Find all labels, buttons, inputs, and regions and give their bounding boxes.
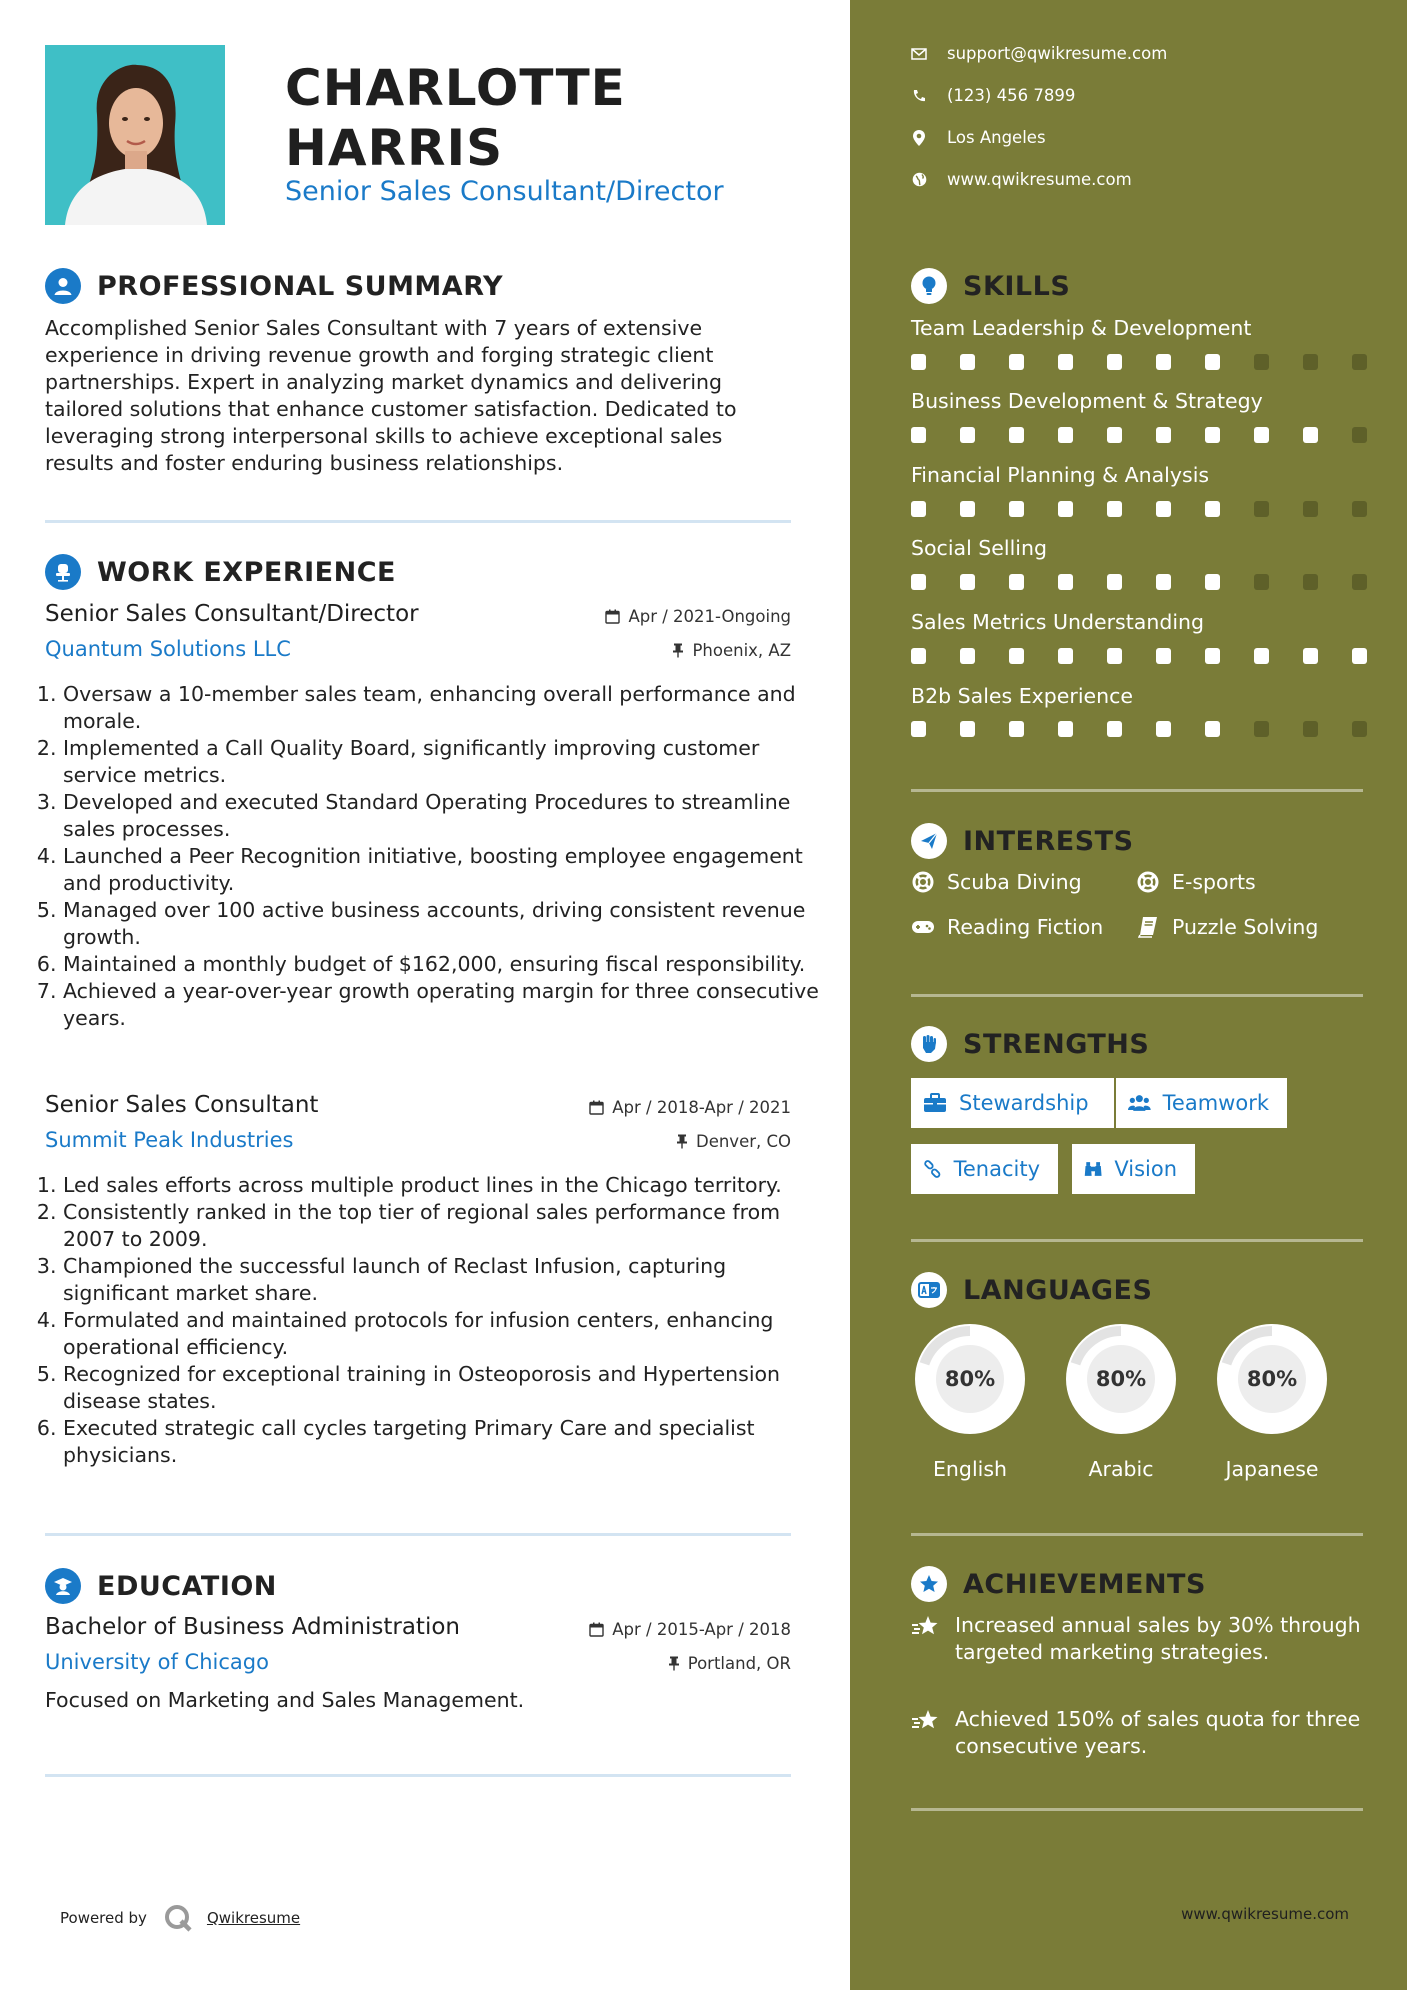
- skill-dot-filled: [1352, 648, 1367, 664]
- summary-text: Accomplished Senior Sales Consultant with 7 years of extensive experience in driving revenue growth and forging strategic client partnerships. Expert in analyzing market dynamics and delivering tailored solutions that enhance customer satisfaction. Dedicated to leveraging strong interpersonal skills to achieve exceptional sales results and foster enduring business relationships.: [45, 316, 737, 475]
- job-bullet: 1. Oversaw a 10-member sales team, enhancing overall performance and morale.: [63, 681, 823, 735]
- achievement-text: Achieved 150% of sales quota for three consecutive years.: [955, 1707, 1361, 1758]
- languages-heading: LANGUAGES: [963, 1274, 1153, 1306]
- skill-dot-filled: [1009, 501, 1024, 517]
- skill-dot-filled: [1205, 721, 1220, 737]
- education-header: [45, 1568, 277, 1604]
- strengths-heading: STRENGTHS: [963, 1028, 1150, 1060]
- skill-dot-empty: [1352, 574, 1367, 590]
- contact-email-text[interactable]: support@qwikresume.com: [947, 44, 1168, 63]
- job-bullet: 2. Implemented a Call Quality Board, significantly improving customer service metrics.: [63, 735, 823, 789]
- achievements-header: [911, 1566, 1206, 1602]
- skill-dot-filled: [1254, 427, 1269, 443]
- interest-item: [1136, 870, 1256, 894]
- star-icon: [911, 1708, 941, 1760]
- skill-dot-filled: [960, 501, 975, 517]
- skill-dot-filled: [1156, 721, 1171, 737]
- divider: [911, 1239, 1363, 1242]
- skill-rating: [911, 354, 1401, 370]
- book-icon: [1136, 915, 1160, 939]
- skill-dot-empty: [1303, 721, 1318, 737]
- job-bullet: 6. Maintained a monthly budget of $162,000, ensuring fiscal responsibility.: [63, 951, 823, 978]
- globe-icon: [911, 172, 927, 188]
- skill-dot-filled: [1107, 427, 1122, 443]
- skills-heading: SKILLS: [963, 270, 1071, 302]
- phone-icon: [911, 88, 927, 104]
- star-icon: [911, 1614, 941, 1666]
- achievement-text: Increased annual sales by 30% through targeted marketing strategies.: [955, 1613, 1361, 1664]
- skill-rating: [911, 648, 1401, 664]
- divider: [45, 1533, 791, 1536]
- strength-badge: [1116, 1078, 1287, 1128]
- translate-icon: [911, 1272, 947, 1308]
- divider: [45, 1774, 791, 1777]
- skill-dot-filled: [1058, 574, 1073, 590]
- skill-dot-filled: [1156, 501, 1171, 517]
- interest-item: [1136, 915, 1318, 939]
- experience-heading: WORK EXPERIENCE: [97, 556, 396, 588]
- skill-dot-filled: [1156, 648, 1171, 664]
- skill-dot-filled: [1254, 648, 1269, 664]
- language-name: Japanese: [1225, 1457, 1319, 1481]
- skill-dot-filled: [1107, 721, 1122, 737]
- job-location: [672, 641, 791, 660]
- skill-dot-filled: [1058, 501, 1073, 517]
- strength-badge: [911, 1144, 1058, 1194]
- divider: [911, 1808, 1363, 1811]
- skill-dot-filled: [1205, 574, 1220, 590]
- language-ring: [908, 1317, 1032, 1441]
- language-percent: 80%: [944, 1367, 996, 1391]
- skills-header: [911, 268, 1070, 304]
- job-bullet: 4. Launched a Peer Recognition initiative, boosting employee engagement and productivity.: [63, 843, 823, 897]
- first-name: CHARLOTTE: [285, 59, 626, 117]
- skill-dot-filled: [911, 574, 926, 590]
- interest-label: Scuba Diving: [947, 870, 1082, 894]
- fist-icon: [911, 1026, 947, 1062]
- language-item: [1210, 1317, 1334, 1481]
- achievement-item: [911, 1706, 1363, 1760]
- skill-dot-filled: [1205, 354, 1220, 370]
- skill-dot-filled: [1107, 648, 1122, 664]
- interests-header: [911, 823, 1134, 859]
- degree: Bachelor of Business Administration: [45, 1614, 460, 1640]
- contact-email: [911, 44, 1167, 63]
- skill-dot-filled: [960, 354, 975, 370]
- skill-dot-filled: [1058, 721, 1073, 737]
- interest-item: [911, 870, 1082, 894]
- calendar-icon: [589, 1100, 604, 1115]
- job-company: Quantum Solutions LLC: [45, 637, 291, 661]
- skill-name: B2b Sales Experience: [911, 684, 1134, 708]
- skill-dot-empty: [1352, 427, 1367, 443]
- achievement-item: [911, 1612, 1363, 1666]
- users-icon: [1128, 1093, 1151, 1113]
- pin-icon: [676, 1134, 688, 1149]
- job-dates: [589, 1098, 791, 1117]
- skill-dot-empty: [1352, 354, 1367, 370]
- language-ring: [1059, 1317, 1183, 1441]
- skill-name: Sales Metrics Understanding: [911, 610, 1205, 634]
- qwikresume-logo-icon: [163, 1903, 193, 1933]
- contact-website-text[interactable]: www.qwikresume.com: [947, 170, 1132, 189]
- job-bullet: 3. Championed the successful launch of Reclast Infusion, capturing significant market share.: [63, 1253, 823, 1307]
- skill-dot-filled: [1107, 501, 1122, 517]
- job-location-text: Denver, CO: [695, 1132, 791, 1151]
- job-role: Senior Sales Consultant/Director: [45, 601, 419, 627]
- contact-location-text: Los Angeles: [947, 128, 1046, 147]
- skill-dot-filled: [1205, 648, 1220, 664]
- profile-photo: [45, 45, 225, 225]
- job-dates-text: Apr / 2018-Apr / 2021: [612, 1098, 791, 1117]
- binoculars-icon: [1084, 1159, 1102, 1179]
- skill-dot-filled: [1156, 427, 1171, 443]
- skill-dot-filled: [1058, 354, 1073, 370]
- job-location: [676, 1132, 791, 1151]
- strength-label: Teamwork: [1162, 1091, 1269, 1115]
- job-bullet: 2. Consistently ranked in the top tier of regional sales performance from 2007 to 2009.: [63, 1199, 823, 1253]
- job-entry: [45, 601, 819, 1071]
- skill-dot-empty: [1254, 721, 1269, 737]
- envelope-icon: [911, 46, 927, 62]
- user-circle-icon: [45, 268, 81, 304]
- strengths-header: [911, 1026, 1149, 1062]
- skill-dot-empty: [1254, 574, 1269, 590]
- education-heading: EDUCATION: [97, 1570, 277, 1602]
- skill-dot-filled: [1009, 427, 1024, 443]
- skill-dot-empty: [1303, 354, 1318, 370]
- skill-dot-filled: [911, 648, 926, 664]
- language-percent: 80%: [1095, 1367, 1147, 1391]
- interest-label: Puzzle Solving: [1172, 915, 1319, 939]
- chair-icon: [45, 554, 81, 590]
- skill-rating: [911, 501, 1401, 517]
- pin-icon: [672, 643, 684, 658]
- strength-label: Tenacity: [953, 1157, 1040, 1181]
- experience-header: [45, 554, 396, 590]
- gamepad-icon: [911, 915, 935, 939]
- skill-dot-empty: [1303, 501, 1318, 517]
- skill-name: Team Leadership & Development: [911, 316, 1252, 340]
- life-ring-icon: [1136, 870, 1160, 894]
- strength-badge: [911, 1078, 1114, 1128]
- language-percent: 80%: [1246, 1367, 1298, 1391]
- skill-dot-filled: [1205, 501, 1220, 517]
- skill-rating: [911, 574, 1401, 590]
- education-note: Focused on Marketing and Sales Management.: [45, 1688, 525, 1712]
- job-bullet: 3. Developed and executed Standard Operating Procedures to streamline sales processes.: [63, 789, 823, 843]
- job-company: Summit Peak Industries: [45, 1128, 294, 1152]
- skill-dot-filled: [911, 427, 926, 443]
- job-entry: [45, 1092, 791, 1472]
- skill-dot-filled: [1303, 648, 1318, 664]
- skill-dot-empty: [1254, 354, 1269, 370]
- graduate-icon: [45, 1568, 81, 1604]
- job-bullet: 5. Managed over 100 active business accounts, driving consistent revenue growth.: [63, 897, 823, 951]
- skill-name: Social Selling: [911, 536, 1048, 560]
- contact-phone-text: (123) 456 7899: [947, 86, 1076, 105]
- interests-heading: INTERESTS: [963, 825, 1134, 857]
- language-ring: [1210, 1317, 1334, 1441]
- interest-item: [911, 915, 1103, 939]
- footer-website[interactable]: www.qwikresume.com: [1181, 1905, 1349, 1923]
- divider: [911, 994, 1363, 997]
- job-bullet: 7. Achieved a year-over-year growth operating margin for three consecutive years.: [63, 978, 823, 1032]
- calendar-icon: [605, 609, 620, 624]
- skill-dot-filled: [960, 427, 975, 443]
- skill-dot-empty: [1352, 721, 1367, 737]
- skill-dot-filled: [1156, 574, 1171, 590]
- divider: [911, 1533, 1363, 1536]
- job-bullet: 5. Recognized for exceptional training in Osteoporosis and Hypertension disease states.: [63, 1361, 823, 1415]
- candidate-title: Senior Sales Consultant/Director: [285, 176, 724, 207]
- skill-dot-empty: [1352, 501, 1367, 517]
- language-item: [1059, 1317, 1183, 1481]
- skill-dot-filled: [960, 574, 975, 590]
- education-entry: [45, 1614, 791, 1724]
- job-dates-text: Apr / 2021-Ongoing: [628, 607, 791, 626]
- job-bullet: 1. Led sales efforts across multiple product lines in the Chicago territory.: [63, 1172, 823, 1199]
- skill-dot-filled: [960, 721, 975, 737]
- summary-heading: PROFESSIONAL SUMMARY: [97, 270, 504, 302]
- job-bullets: [45, 681, 823, 1032]
- skill-dot-filled: [1058, 427, 1073, 443]
- skill-dot-filled: [1058, 648, 1073, 664]
- skill-dot-filled: [911, 501, 926, 517]
- interest-label: E-sports: [1172, 870, 1256, 894]
- powered-by-brand-link[interactable]: Qwikresume: [206, 1909, 301, 1927]
- candidate-name: [285, 58, 626, 178]
- powered-by-label: Powered by: [60, 1909, 147, 1927]
- school: University of Chicago: [45, 1650, 269, 1674]
- contact-website: [911, 170, 1132, 189]
- education-dates: [589, 1620, 791, 1639]
- skill-dot-filled: [911, 354, 926, 370]
- skill-dot-filled: [1205, 427, 1220, 443]
- education-dates-text: Apr / 2015-Apr / 2018: [612, 1620, 791, 1639]
- calendar-icon: [589, 1622, 604, 1637]
- skill-dot-filled: [960, 648, 975, 664]
- skill-dot-filled: [911, 721, 926, 737]
- skill-dot-filled: [1156, 354, 1171, 370]
- pin-icon: [668, 1656, 680, 1671]
- briefcase-icon: [923, 1093, 947, 1113]
- language-name: Arabic: [1088, 1457, 1154, 1481]
- skill-dot-filled: [1107, 574, 1122, 590]
- divider: [45, 520, 791, 523]
- skill-dot-empty: [1254, 501, 1269, 517]
- star-badge-icon: [911, 1566, 947, 1602]
- strength-label: Stewardship: [959, 1091, 1089, 1115]
- education-location: [668, 1654, 791, 1673]
- life-ring-icon: [911, 870, 935, 894]
- job-role: Senior Sales Consultant: [45, 1092, 319, 1118]
- map-marker-icon: [911, 130, 927, 146]
- interest-label: Reading Fiction: [947, 915, 1104, 939]
- last-name: HARRIS: [285, 119, 504, 177]
- languages-header: [911, 1272, 1152, 1308]
- skill-dot-filled: [1107, 354, 1122, 370]
- lightbulb-icon: [911, 268, 947, 304]
- skill-dot-filled: [1009, 574, 1024, 590]
- paper-plane-icon: [911, 823, 947, 859]
- skill-dot-filled: [1009, 354, 1024, 370]
- job-dates: [605, 607, 791, 626]
- skill-dot-filled: [1009, 721, 1024, 737]
- strength-badge: [1072, 1144, 1195, 1194]
- skill-dot-filled: [1009, 648, 1024, 664]
- job-location-text: Phoenix, AZ: [692, 641, 791, 660]
- job-bullet: 4. Formulated and maintained protocols for infusion centers, enhancing operational efficiency.: [63, 1307, 823, 1361]
- skill-dot-empty: [1303, 574, 1318, 590]
- link-icon: [923, 1158, 942, 1180]
- skill-rating: [911, 427, 1401, 443]
- strength-label: Vision: [1114, 1157, 1177, 1181]
- skill-rating: [911, 721, 1401, 737]
- powered-by: [60, 1903, 300, 1933]
- job-bullet: 6. Executed strategic call cycles targeting Primary Care and specialist physicians.: [63, 1415, 823, 1469]
- divider: [911, 789, 1363, 792]
- language-item: [908, 1317, 1032, 1481]
- language-name: English: [932, 1457, 1008, 1481]
- skill-name: Business Development & Strategy: [911, 389, 1263, 413]
- education-location-text: Portland, OR: [687, 1654, 791, 1673]
- contact-phone: [911, 86, 1075, 105]
- achievements-heading: ACHIEVEMENTS: [963, 1568, 1206, 1600]
- summary-header: [45, 268, 503, 304]
- skill-dot-filled: [1303, 427, 1318, 443]
- job-bullets: [45, 1172, 823, 1469]
- skill-name: Financial Planning & Analysis: [911, 463, 1210, 487]
- contact-location: [911, 128, 1046, 147]
